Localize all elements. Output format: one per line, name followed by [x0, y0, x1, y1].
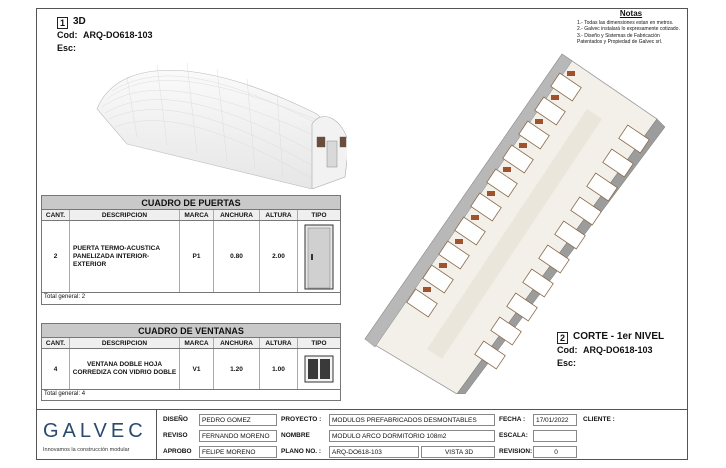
window-icon: [340, 137, 346, 147]
proyecto-value: MODULOS PREFABRICADOS DESMONTABLES: [329, 414, 495, 426]
window-icon: [317, 137, 325, 147]
windows-table-title: CUADRO DE VENTANAS: [42, 324, 340, 338]
cell-anchura: 1.20: [214, 349, 260, 389]
cell-marca: P1: [180, 221, 214, 292]
windows-total: Total general: 4: [44, 391, 86, 397]
doors-schedule-table: [41, 195, 341, 305]
col-anchura: ANCHURA: [214, 338, 260, 348]
view-number-corte: 2: [557, 332, 568, 344]
cod-value-3d: ARQ-DO618-103: [83, 30, 153, 40]
notes-block: [577, 11, 685, 46]
fecha-label: FECHA :: [499, 416, 526, 423]
company-logo: [37, 410, 157, 460]
cell-cant: 2: [42, 221, 70, 292]
logo-tagline: Innovamos la construcción modular: [43, 447, 130, 453]
col-cant: CANT.: [42, 210, 70, 220]
col-altura: ALTURA: [260, 210, 298, 220]
cell-tipo: [298, 221, 340, 292]
cell-altura: 1.00: [260, 349, 298, 389]
cod-value-corte: ARQ-DO618-103: [583, 345, 653, 355]
table-row: [42, 349, 340, 390]
cod-label-corte: Cod:: [557, 345, 578, 355]
esc-label-corte: Esc:: [557, 358, 577, 368]
escala-label: ESCALA:: [499, 432, 528, 439]
aprobo-value: FELIPE MORENO: [199, 446, 277, 458]
cell-descripcion: PUERTA TERMO-ACUSTICA PANELIZADA INTERIOR-EXTERIOR: [70, 221, 180, 292]
cliente-label: CLIENTE :: [583, 416, 615, 423]
note-item: 3.- Diseño y Sistemas de Fabricación Patentados y Propiedad de Galvec srl.: [577, 32, 663, 45]
door-type-icon: [304, 224, 334, 290]
aprobo-label: APROBO: [163, 448, 192, 455]
nombre-label: NOMBRE: [281, 432, 310, 439]
col-anchura: ANCHURA: [214, 210, 260, 220]
nombre-value: MODULO ARCO DORMITORIO 108m2: [329, 430, 495, 442]
diseno-value: PEDRO GOMEZ: [199, 414, 277, 426]
drawing-sheet: [36, 8, 688, 460]
logo-wordmark: GALVEC: [43, 420, 147, 442]
col-descripcion: DESCRIPCION: [70, 338, 180, 348]
cell-tipo: [298, 349, 340, 389]
cell-altura: 2.00: [260, 221, 298, 292]
windows-table-header: [42, 338, 340, 349]
esc-label-3d: Esc:: [57, 43, 77, 53]
view-title-corte: CORTE - 1er NIVEL: [573, 331, 665, 342]
vista-value: VISTA 3D: [421, 446, 495, 458]
note-item: 1.- Todas las dimensiones estan en metros.: [577, 19, 674, 26]
dormitory-section-render: [357, 49, 677, 394]
plano-value: ARQ-DO618-103: [329, 446, 419, 458]
revision-value: 0: [533, 446, 577, 458]
cell-marca: V1: [180, 349, 214, 389]
view-title-3d: 3D: [73, 16, 86, 27]
col-tipo: TIPO: [311, 212, 327, 219]
window-type-icon: [304, 355, 334, 383]
col-marca: MARCA: [180, 338, 214, 348]
title-block: [37, 409, 687, 459]
escala-value: [533, 430, 577, 442]
col-descripcion: DESCRIPCION: [70, 210, 180, 220]
doors-total: Total general: 2: [44, 294, 86, 300]
doors-table-header: [42, 210, 340, 221]
notes-title: Notas: [619, 9, 643, 18]
door-icon: [327, 141, 337, 167]
cell-anchura: 0.80: [214, 221, 260, 292]
cell-descripcion: VENTANA DOBLE HOJA CORREDIZA CON VIDRIO DOBLE: [70, 349, 180, 389]
doors-table-title: CUADRO DE PUERTAS: [42, 196, 340, 210]
windows-schedule-table: [41, 323, 341, 401]
table-row: [42, 221, 340, 293]
cell-cant: 4: [42, 349, 70, 389]
col-tipo: TIPO: [311, 340, 327, 347]
cod-label-3d: Cod:: [57, 30, 78, 40]
diseno-label: DISEÑO: [163, 416, 188, 423]
fecha-value: 17/01/2022: [533, 414, 577, 426]
plano-label: PLANO NO. :: [281, 448, 322, 455]
arch-module-3d-render: [87, 49, 347, 189]
revision-label: REVISION:: [499, 448, 533, 455]
reviso-value: FERNANDO MORENO: [199, 430, 277, 442]
reviso-label: REVISO: [163, 432, 188, 439]
proyecto-label: PROYECTO :: [281, 416, 322, 423]
col-marca: MARCA: [180, 210, 214, 220]
col-altura: ALTURA: [260, 338, 298, 348]
view-number-3d: 1: [57, 17, 68, 29]
col-cant: CANT.: [42, 338, 70, 348]
note-item: 2.- Galvec instalará lo expresamente cotizado.: [577, 26, 680, 32]
